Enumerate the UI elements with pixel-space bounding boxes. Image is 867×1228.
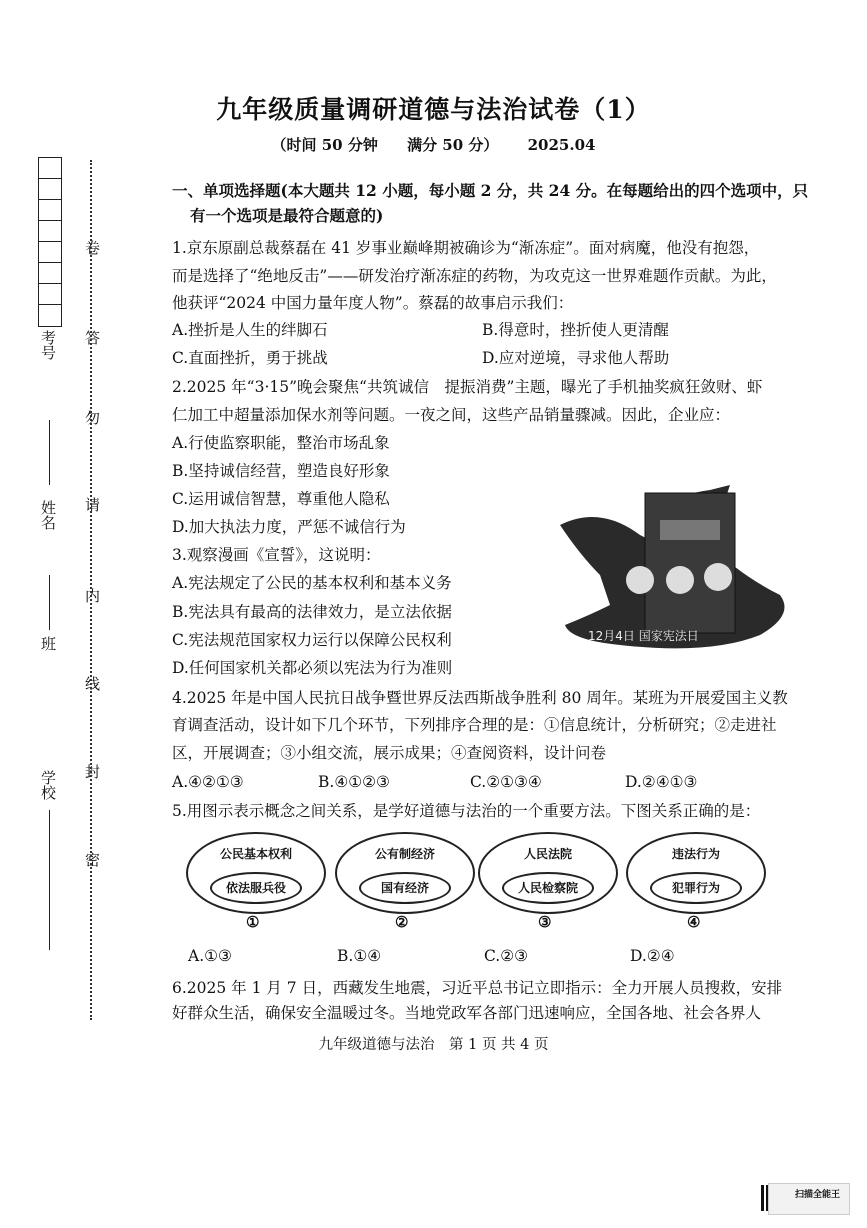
venn-diagram-1: [186, 832, 326, 914]
venn-outer-label: 公民基本权利: [219, 847, 292, 861]
name-label: 姓名: [39, 500, 57, 530]
exam-title: 九年级质量调研道德与法治试卷（1）: [216, 95, 651, 124]
venn-diagram-4: [626, 832, 766, 914]
venn-number: ②: [395, 913, 409, 931]
venn-outer-label: 人民法院: [523, 847, 572, 861]
q2-stem-line: 仁加工中超量添加保水剂等问题。一夜之间，这些产品销量骤减。因此，企业应：: [172, 406, 731, 424]
cartoon-banner-text: 12月4日 国家宪法日: [588, 629, 699, 643]
venn-number: ①: [246, 913, 260, 931]
q1-stem-line: 1.京东原副总裁蔡磊在 41 岁事业巅峰期被确诊为“渐冻症”。面对病魔，他没有抱怨，: [172, 239, 760, 257]
q4-option-c: C.②①③④: [470, 773, 542, 791]
q3-option-d: D.任何国家机关都必须以宪法为行为准则: [172, 659, 453, 677]
q3-option-c: C.宪法规范国家权力运行以保障公民权利: [172, 631, 452, 649]
exam-number-label: 考号: [39, 330, 57, 360]
q2-option-b: B.坚持诚信经营，塑造良好形象: [172, 462, 390, 480]
q6-stem-line: 好群众生活，确保安全温暖过冬。当地党政军各部门迅速响应，全国各地、社会各界人: [172, 1004, 762, 1022]
venn-inner-label: 人民检察院: [502, 872, 594, 904]
q1-stem-line: 他获评“2024 中国力量年度人物”。蔡磊的故事启示我们：: [172, 294, 574, 312]
section-heading-cont: 有一个选项是最符合题意的): [190, 206, 384, 225]
exam-number-grid: [38, 157, 62, 327]
exam-date: 2025.04: [527, 136, 596, 154]
q4-option-d: D.②④①③: [625, 773, 698, 791]
school-blank: [49, 810, 50, 950]
exam-subtitle: [0, 134, 867, 155]
book-label: [660, 520, 720, 540]
seal-char-2: 答: [83, 330, 101, 345]
oath-cartoon: [560, 485, 800, 670]
scanner-badge: [768, 1183, 850, 1215]
seal-char-1: 卷: [83, 240, 101, 255]
q5-option-d: D.②④: [630, 947, 675, 965]
q3-stem: 3.观察漫画《宣誓》，这说明：: [172, 546, 381, 564]
venn-outer-label: 公有制经济: [374, 847, 435, 861]
venn-diagram-3: [478, 832, 618, 914]
name-blank: [49, 420, 50, 485]
q1-stem-line: 而是选择了“绝地反击”——研发治疗渐冻症的药物，为攻克这一世界难题作贡献。为此，: [172, 267, 777, 285]
q1-option-c: C.直面挫折，勇于挑战: [172, 349, 328, 367]
seal-char-8: 密: [83, 852, 101, 867]
q1-option-d: D.应对逆境，寻求他人帮助: [482, 349, 670, 367]
q2-option-a: A.行使监察职能，整治市场乱象: [172, 434, 390, 452]
q3-option-b: B.宪法具有最高的法律效力，是立法依据: [172, 603, 452, 621]
exam-time: （时间 50 分钟: [271, 136, 378, 154]
venn-outer-label: 违法行为: [671, 847, 720, 861]
q1-option-b: B.得意时，挫折使人更清醒: [482, 321, 669, 339]
page-footer: 九年级道德与法治 第 1 页 共 4 页: [318, 1037, 549, 1053]
seal-char-6: 线: [83, 676, 101, 691]
binding-dotted-line: [90, 160, 92, 1020]
seal-char-3: 勿: [83, 410, 101, 425]
q4-stem-line: 4.2025 年是中国人民抗日战争暨世界反法西斯战争胜利 80 周年。某班为开展爱国主义教: [172, 689, 788, 707]
q5-option-c: C.②③: [484, 947, 529, 965]
q2-option-d: D.加大执法力度，严惩不诚信行为: [172, 518, 406, 536]
section-heading: 一、单项选择题(本大题共 12 小题，每小题 2 分，共 24 分。在每题给出的四个选项中，只: [172, 181, 809, 200]
venn-number: ③: [538, 913, 552, 931]
person-head-1: [626, 566, 654, 594]
scanner-badge-text: 扫描全能王: [795, 1190, 841, 1200]
q2-option-c: C.运用诚信智慧，尊重他人隐私: [172, 490, 390, 508]
venn-diagram-2: [335, 832, 475, 914]
exam-score: 满分 50 分）: [407, 136, 499, 154]
q4-stem-line: 区，开展调查；③小组交流，展示成果；④查阅资料，设计问卷: [172, 744, 607, 762]
q3-option-a: A.宪法规定了公民的基本权利和基本义务: [172, 574, 452, 592]
q5-option-b: B.①④: [337, 947, 382, 965]
venn-inner-label: 犯罪行为: [650, 872, 742, 904]
q4-stem-line: 育调查活动，设计如下几个环节，下列排序合理的是：①信息统计，分析研究；②走进社: [172, 716, 777, 734]
q5-stem: 5.用图示表示概念之间关系，是学好道德与法治的一个重要方法。下图关系正确的是：: [172, 802, 761, 820]
q4-option-b: B.④①②③: [318, 773, 390, 791]
seal-char-4: 请: [83, 497, 101, 512]
venn-number: ④: [687, 913, 701, 931]
q6-stem-line: 6.2025 年 1 月 7 日，西藏发生地震，习近平总书记立即指示：全力开展人员搜救，安排: [172, 979, 783, 997]
school-label: 学校: [39, 770, 57, 800]
q5-option-a: A.①③: [188, 947, 232, 965]
q2-stem-line: 2.2025 年“3·15”晚会聚焦“共筑诚信 提振消费”主题，曝光了手机抽奖疯狂敛财、虾: [172, 378, 763, 396]
seal-char-7: 封: [83, 764, 101, 779]
venn-inner-label: 国有经济: [359, 872, 451, 904]
class-blank: [49, 575, 50, 630]
venn-inner-label: 依法服兵役: [210, 872, 302, 904]
q1-option-a: A.挫折是人生的绊脚石: [172, 321, 328, 339]
class-label: 班: [39, 636, 57, 651]
q4-option-a: A.④②①③: [172, 773, 244, 791]
person-head-3: [704, 563, 732, 591]
person-head-2: [666, 566, 694, 594]
constitution-book: [645, 493, 735, 633]
seal-char-5: 内: [83, 588, 101, 603]
